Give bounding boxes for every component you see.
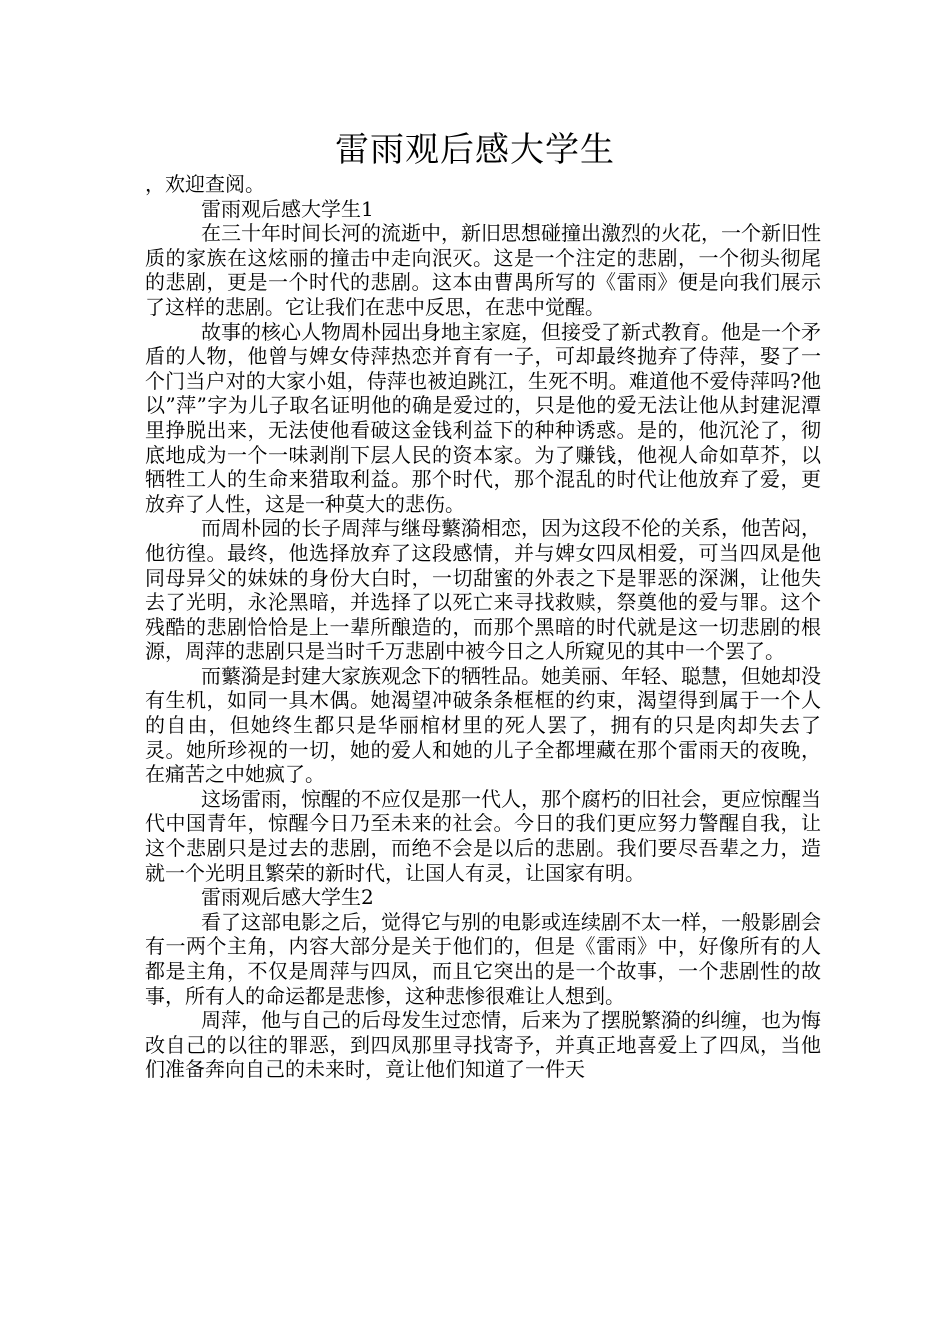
section-heading-1: 雷雨观后感大学生1 (201, 196, 374, 221)
document-body (145, 172, 821, 1082)
intro-line: ，欢迎查阅。 (145, 172, 265, 196)
paragraph: 这场雷雨，惊醒的不应仅是那一代人，那个腐朽的旧社会，更应惊醒当代中国青年，惊醒今日乃至未来的社会。今日的我们更应努力警醒自我，让这个悲剧只是过去的悲剧，而绝不会是以后的悲剧。我们要尽吾辈之力，造就一个光明且繁荣的新时代，让国人有灵，让国家有明。 (145, 786, 821, 885)
paragraph: 在三十年时间长河的流逝中，新旧思想碰撞出激烈的火花，一个新旧性质的家族在这炫丽的撞击中走向泯灭。这是一个注定的悲剧，一个彻头彻尾的悲剧，更是一个时代的悲剧。这本由曹禺所写的《雷雨》便是向我们展示了这样的悲剧。它让我们在悲中反思，在悲中觉醒。 (145, 221, 821, 319)
section-heading-2: 雷雨观后感大学生2 (201, 885, 374, 910)
paragraph: 周萍，他与自己的后母发生过恋情，后来为了摆脱繁漪的纠缠，也为悔改自己的以往的罪恶，到四凤那里寻找寄予，并真正地喜爱上了四凤，当他们准备奔向自己的未来时，竟让他们知道了一件天 (145, 1008, 821, 1082)
paragraph: 而周朴园的长子周萍与继母蘩漪相恋，因为这段不伦的关系，他苦闷，他彷徨。最终，他选择放弃了这段感情，并与婢女四凤相爱，可当四凤是他同母异父的妹妹的身份大白时，一切甜蜜的外表之下是罪恶的深渊，让他失去了光明，永沦黑暗，并选择了以死亡来寻找救赎，祭奠他的爱与罪。这个残酷的悲剧恰恰是上一辈所酿造的，而那个黑暗的时代就是这一切悲剧的根源，周萍的悲剧只是当时千万悲剧中被今日之人所窥见的其中一个罢了。 (145, 516, 821, 664)
document-title: 雷雨观后感大学生 (335, 130, 615, 170)
paragraph: 看了这部电影之后，觉得它与别的电影或连续剧不太一样，一般影剧会有一两个主角，内容大部分是关于他们的，但是《雷雨》中，好像所有的人都是主角，不仅是周萍与四凤，而且它突出的是一个故事，一个悲剧性的故事，所有人的命运都是悲惨，这种悲惨很难让人想到。 (145, 909, 821, 1008)
paragraph: 而蘩漪是封建大家族观念下的牺牲品。她美丽、年轻、聪慧，但她却没有生机，如同一具木偶。她渴望冲破条条框框的约束，渴望得到属于一个人的自由，但她终生都只是华丽棺材里的死人罢了，拥有的只是肉却失去了灵。她所珍视的一切，她的爱人和她的儿子全都埋藏在那个雷雨天的夜晚，在痛苦之中她疯了。 (145, 663, 821, 787)
paragraph: 故事的核心人物周朴园出身地主家庭，但接受了新式教育。他是一个矛盾的人物，他曾与婢女侍萍热恋并育有一子，可却最终抛弃了侍萍，娶了一个门当户对的大家小姐，侍萍也被迫跳江，生死不明。难道他不爱侍萍吗?他以”萍”字为儿子取名证明他的确是爱过的，只是他的爱无法让他从封建泥潭里挣脱出来，无法使他看破这金钱利益下的种种诱惑。是的，他沉沦了，彻底地成为一个一味剥削下层人民的资本家。为了赚钱，他视人命如草芥，以牺牲工人的生命来猎取利益。那个时代，那个混乱的时代让他放弃了爱，更放弃了人性，这是一种莫大的悲伤。 (145, 319, 821, 516)
